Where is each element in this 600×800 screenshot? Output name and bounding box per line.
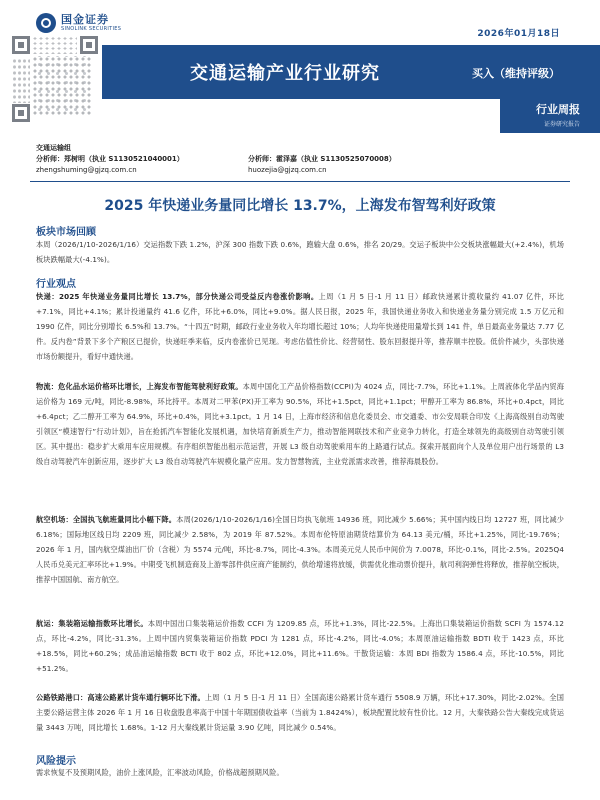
aviation-lead: 航空机场：全国执飞航班量同比小幅下降。 <box>36 515 177 524</box>
report-headline: 2025 年快递业务量同比增长 13.7%，上海发布智驾利好政策 <box>104 198 496 214</box>
analyst-block <box>36 143 566 176</box>
express-lead: 快递：2025 年快递业务量同比增长 13.7%，部分快递公司受益反内卷涨价影响。 <box>36 292 319 301</box>
road-text: 上周（1 月 5 日-1 月 11 日）全国高速公路累计货车通行 5508.9 万辆，环比+17.30%，同比-2.02%。全国主要公路运营主体 2026 年 1 月 16 日收盘股息率高于中国十年期国债收益率（当前为 1.8424%），板块配置比较有性价比。12 月，大秦铁路公告大秦线完成货运量 3443 万吨，同比增长 1.68%。1-12 月大秦线累计货运量 3.90 亿吨，同比减少 0.54%。 <box>36 693 564 732</box>
shipping-lead: 航运：集装箱运输指数环比增长。 <box>36 619 148 628</box>
logistics-paragraph <box>36 380 564 469</box>
express-paragraph <box>36 290 564 365</box>
market-review-text: 本周（2026/1/10-2026/1/16）交运指数下跌 1.2%，沪深 300 指数下跌 0.6%，跑输大盘 0.6%，排名 20/29。交运子板块中公交板块涨幅最大(+2.4%)，机场板块跌幅最大(-4.1%)。 <box>36 240 564 264</box>
team-name: 交通运输组 <box>36 144 71 152</box>
logo-name-en: SINOLINK SECURITIES <box>61 25 122 32</box>
report-kind: 行业周报 <box>536 103 580 116</box>
aviation-paragraph <box>36 513 564 588</box>
risk-text: 需求恢复不及预期风险，油价上涨风险，汇率波动风险，价格战超预期风险。 <box>36 768 284 777</box>
shipping-paragraph <box>36 617 564 677</box>
title-underline <box>102 97 500 99</box>
analyst-1-label: 分析师：郑树明（执业 S1130521040001） <box>36 155 184 163</box>
analyst-1-email[interactable]: zhengshuming@gjzq.com.cn <box>36 166 137 174</box>
divider <box>30 181 570 182</box>
logo-name-cn: 国金证券 <box>61 12 109 26</box>
logo-mark-icon <box>36 13 56 33</box>
aviation-text: 本周(2026/1/10-2026/1/16)全国日均执飞航班 14936 班，同比减少 5.66%；其中国内线日均 12727 班，同比减少 6.18%；国际地区线日均 2209 班，同比减少 2.58%，为 2019 年 87.52%。本周布伦特原油期货结算价为 64.13 美元/桶，环比+1.25%，同比-19.76%；2026 年 1 月，国内航空煤油出厂价（含税）为 5574 元/吨，环比-8.7%，同比-4.3%。本周美元兑人民币中间价为 7.0078，环比-0.1%，同比-2.5%。2025Q4 人民币兑美元汇率环比+1.9%。中期受飞机制造商及上游零部件供应商产能制约，供给增速将放缓，供需优化推动票价提升，航司利润弹性将释放，推荐航空板块，推荐中国国航、南方航空。 <box>36 515 565 584</box>
report-type: 证券研究报告 <box>543 121 580 128</box>
title-banner <box>102 45 600 97</box>
road-paragraph <box>36 691 564 736</box>
express-text: 上周（1 月 5 日-1 月 11 日）邮政快递累计揽收量约 41.07 亿件，环比+7.1%，同比+4.1%；累计投递量约 41.6 亿件，环比+6.0%，同比+9.0%。据人民日报，2025 年，我国快递业务收入和快递业务量分别完成 1.5 万亿元和 1990 亿件，同比分别增长 6.5%和 13.7%。“十四五”时期，邮政行业业务收入年均增长超过 10%；人均年快递使用量增长到 141 件，单日最高业务量达 7.77 亿件。反内卷”背景下多个产粮区已提价，快递旺季来临，反内卷涨价已见现。考虑估值性价比、经营韧性、股东回报提升等，推荐顺丰控股。低价件减少，头部快递市场份额提升，看好中通快递。 <box>36 292 565 361</box>
section-heading-views: 行业观点 <box>36 279 76 290</box>
analyst-2-label: 分析师：霍泽嘉（执业 S1130525070008） <box>248 155 396 163</box>
report-title: 交通运输产业行业研究 <box>190 63 380 84</box>
road-lead: 公路铁路港口：高速公路累计货车通行辆环比下滑。 <box>36 693 205 702</box>
report-header <box>0 0 600 143</box>
shipping-text: 本周中国出口集装箱运价指数 CCFI 为 1209.85 点，环比+1.3%，同比-22.5%。上海出口集装箱运价指数 SCFI 为 1574.12 点，环比-4.2%，同比-31.3%。上周中国内贸集装箱运价指数 PDCI 为 1281 点，环比-4.2%，同比-4.0%；本周原油运输指数 BDTI 收于 1423 点，环比+18.5%，同比+60.2%；成品油运输指数 BCTI 收于 802 点，环比+12.0%，同比+11.6%。干散货运输：本周 BDI 指数为 1586.4 点，环比-10.5%，同比+51.2%。 <box>36 619 564 673</box>
section-heading-risk: 风险提示 <box>36 756 76 767</box>
logistics-text: 本周中国化工产品价格指数(CCPI)为 4024 点，同比-7.7%，环比+1.1%。上周液体化学品内贸海运价格为 169 元/吨，同比-8.98%，环比持平。本周对二甲苯(PX)开工率为 90.5%，环比+1.5pct，同比+1.1pct；甲醇开工率为 86.8%，环比+0.4pct，同比+6.4pct；乙二醇开工率为 64.9%，环比+0.4%，同比+3.1pct。1 月 14 日，上海市经济和信息化委员会、市交通委、市公安局联合印发《上海高级别自动驾驶引领区“模速智行”行动计划》，旨在抢抓汽车智能化发展机遇，加快培育新质生产力，推动智能网联技术和产业竞争力转化，打造全球领先的高级别自动驾驶引领区。其中提出：稳步扩大乘用车应用规模。有序组织智能出租示范运营，开展 L3 级自动驾驶乘用车的上路通行试点。探索开展面向个人及单位用户出行场景的 L3 级自动驾驶汽车创新应用，逐步扩大 L3 级自动驾驶汽车规模化量产应用。发力智慧物流，主业党派需求改善，推荐海晨股份。 <box>36 382 564 466</box>
logistics-lead: 物流：危化品水运价格环比增长，上海发布智能驾驶利好政策。 <box>36 382 243 391</box>
investment-rating: 买入（维持评级） <box>472 67 560 80</box>
report-date: 2026年01月18日 <box>477 29 560 39</box>
company-logo <box>36 13 121 33</box>
analyst-2-email[interactable]: huozejia@gjzq.com.cn <box>248 166 327 174</box>
section-heading-market: 板块市场回顾 <box>36 227 96 238</box>
report-kind-banner <box>500 97 600 133</box>
qr-code-icon <box>10 34 100 124</box>
